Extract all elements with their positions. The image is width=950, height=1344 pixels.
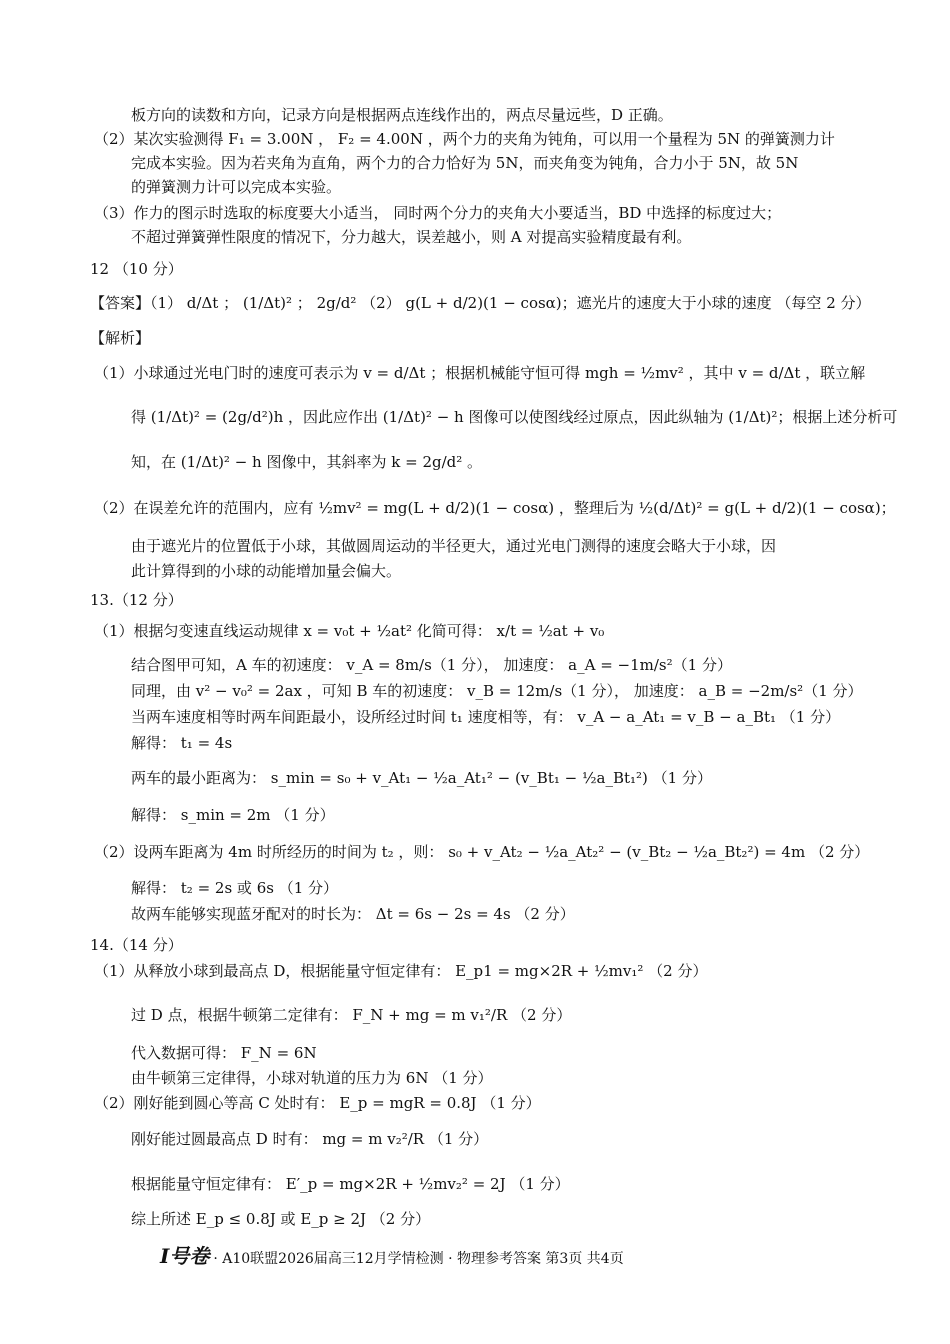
footer-text: · A10联盟2026届高三12月学情检测 · 物理参考答案 第3页 共4页 xyxy=(213,1251,624,1267)
text-line: （2）设两车距离为 4m 时所经历的时间为 t₂ ，则： s₀ + v_At₂ − ½a_At₂² − (v_Bt₂ − ½a_Bt₂²) = 4m （2 分） xyxy=(94,843,870,861)
text-line: 结合图甲可知，A 车的初速度： v_A = 8m/s（1 分）， 加速度： a_A = −1m/s²（1 分） xyxy=(131,656,732,674)
text-line: 刚好能过圆最高点 D 时有： mg = m v₂²/R （1 分） xyxy=(131,1130,489,1148)
text-line: （3）作力的图示时选取的标度要大小适当， 同时两个分力的夹角大小要适当，BD 中选择的标度过大； xyxy=(94,204,782,222)
text-line: 完成本实验。因为若夹角为直角，两个力的合力恰好为 5N，而夹角变为钝角，合力小于 5N，故 5N xyxy=(131,154,799,172)
text-line: （1）小球通过光电门时的速度可表示为 v = d/Δt ；根据机械能守恒可得 mgh = ½mv² ，其中 v = d/Δt ，联立解 xyxy=(94,364,866,382)
page-footer xyxy=(160,1240,624,1269)
text-line: 故两车能够实现蓝牙配对的时长为： Δt = 6s − 2s = 4s （2 分） xyxy=(131,905,575,923)
text-line: 不超过弹簧弹性限度的情况下，分力越大，误差越小，则 A 对提高实验精度最有利。 xyxy=(131,228,692,246)
text-line: 当两车速度相等时两车间距最小，设所经过时间 t₁ 速度相等，有： v_A − a_At₁ = v_B − a_Bt₁ （1 分） xyxy=(131,708,841,726)
text-line: （2）在误差允许的范围内，应有 ½mv² = mg(L + d/2)(1 − cosα) ，整理后为 ½(d/Δt)² = g(L + d/2)(1 − cosα)； xyxy=(94,499,896,517)
text-line: （1）根据匀变速直线运动规律 x = v₀t + ½at² 化简可得： x/t = ½at + v₀ xyxy=(94,622,605,640)
text-line: 解得： s_min = 2m （1 分） xyxy=(131,806,335,824)
text-line: 综上所述 E_p ≤ 0.8J 或 E_p ≥ 2J （2 分） xyxy=(131,1210,431,1228)
text-line: 板方向的读数和方向，记录方向是根据两点连线作出的，两点尽量远些，D 正确。 xyxy=(131,106,673,124)
text-line: 解得： t₁ = 4s xyxy=(131,734,233,752)
text-line: （2）某次实验测得 F₁ = 3.00N ， F₂ = 4.00N ，两个力的夹角为钝角，可以用一个量程为 5N 的弹簧测力计 xyxy=(94,130,835,148)
text-line: 解得： t₂ = 2s 或 6s （1 分） xyxy=(131,879,339,897)
text-line: 代入数据可得： F_N = 6N xyxy=(131,1044,317,1062)
section-heading: 14.（14 分） xyxy=(90,936,183,954)
text-line: 知，在 (1/Δt)² − h 图像中，其斜率为 k = 2g/d² 。 xyxy=(131,453,483,471)
text-line: 两车的最小距离为： s_min = s₀ + v_At₁ − ½a_At₁² − (v_Bt₁ − ½a_Bt₁²) （1 分） xyxy=(131,769,712,787)
text-line: 由于遮光片的位置低于小球，其做圆周运动的半径更大，通过光电门测得的速度会略大于小球，因 xyxy=(131,537,777,555)
answer-line: 【答案】（1） d/Δt ； (1/Δt)² ； 2g/d² （2） g(L + d/2)(1 − cosα)；遮光片的速度大于小球的速度 （每空 2 分） xyxy=(90,294,871,312)
text-line: 的弹簧测力计可以完成本实验。 xyxy=(131,178,342,196)
text-line: 根据能量守恒定律有： E′_p = mg×2R + ½mv₂² = 2J （1 分） xyxy=(131,1175,570,1193)
analysis-heading: 【解析】 xyxy=(90,329,151,347)
section-heading: 13.（12 分） xyxy=(90,591,183,609)
text-line: 同理，由 v² − v₀² = 2ax ，可知 B 车的初速度： v_B = 12m/s（1 分）， 加速度： a_B = −2m/s²（1 分） xyxy=(131,682,863,700)
text-line: 由牛顿第三定律得，小球对轨道的压力为 6N （1 分） xyxy=(131,1069,493,1087)
text-line: 过 D 点，根据牛顿第二定律有： F_N + mg = m v₁²/R （2 分） xyxy=(131,1006,572,1024)
text-line: （2）刚好能到圆心等高 C 处时有： E_p = mgR = 0.8J （1 分） xyxy=(94,1094,541,1112)
text-line: 得 (1/Δt)² = (2g/d²)h ，因此应作出 (1/Δt)² − h 图像可以使图线经过原点，因此纵轴为 (1/Δt)²；根据上述分析可 xyxy=(131,408,898,426)
section-heading: 12 （10 分） xyxy=(90,260,183,278)
text-line: （1）从释放小球到最高点 D，根据能量守恒定律有： E_p1 = mg×2R + ½mv₁² （2 分） xyxy=(94,962,708,980)
text-line: 此计算得到的小球的动能增加量会偏大。 xyxy=(131,562,402,580)
brand-logo: I号卷 xyxy=(160,1244,210,1268)
